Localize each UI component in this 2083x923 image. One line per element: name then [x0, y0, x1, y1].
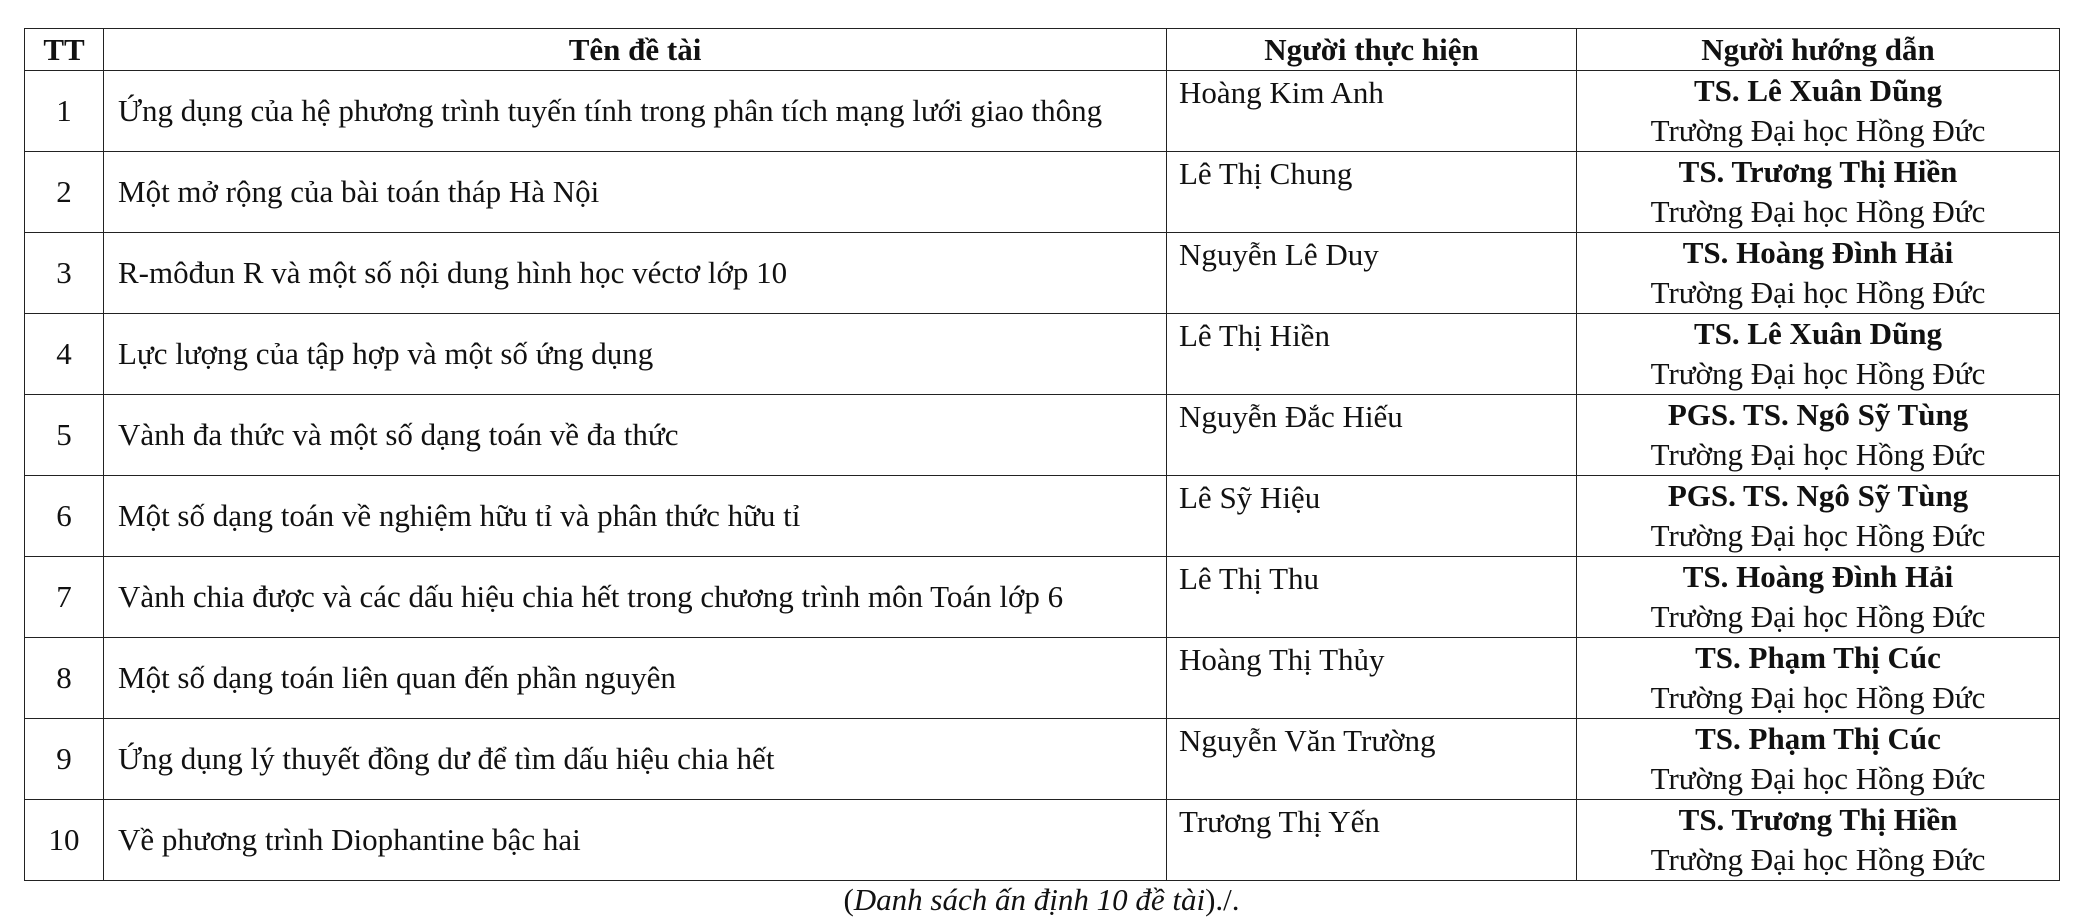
row-number: 9 — [25, 719, 104, 800]
topic-advisor — [1577, 314, 2060, 395]
table-row — [25, 638, 2060, 719]
row-number: 2 — [25, 152, 104, 233]
footnote-close: )./. — [1205, 882, 1240, 917]
row-number: 5 — [25, 395, 104, 476]
topic-advisor — [1577, 719, 2060, 800]
row-number: 7 — [25, 557, 104, 638]
advisor-organization: Trường Đại học Hồng Đức — [1650, 275, 1986, 310]
topic-advisor — [1577, 476, 2060, 557]
topic-advisor — [1577, 71, 2060, 152]
footnote-open: ( — [843, 882, 854, 917]
topic-advisor — [1577, 233, 2060, 314]
advisor-name: TS. Hoàng Đình Hải — [1682, 235, 1954, 270]
topic-title: Một số dạng toán về nghiệm hữu tỉ và phân thức hữu tỉ — [104, 476, 1167, 557]
topic-advisor — [1577, 395, 2060, 476]
advisor-name: TS. Hoàng Đình Hải — [1682, 559, 1954, 594]
topic-advisor — [1577, 557, 2060, 638]
topic-advisor — [1577, 800, 2060, 881]
table-row — [25, 314, 2060, 395]
topic-author: Lê Sỹ Hiệu — [1167, 476, 1577, 557]
table-row — [25, 557, 2060, 638]
advisor-name: TS. Lê Xuân Dũng — [1693, 316, 1943, 351]
topic-author: Lê Thị Thu — [1167, 557, 1577, 638]
topic-title: R-môđun R và một số nội dung hình học véctơ lớp 10 — [104, 233, 1167, 314]
advisor-organization: Trường Đại học Hồng Đức — [1650, 680, 1986, 715]
topic-advisor — [1577, 638, 2060, 719]
header-author: Người thực hiện — [1167, 29, 1577, 71]
advisor-organization: Trường Đại học Hồng Đức — [1650, 842, 1986, 877]
topic-title: Một mở rộng của bài toán tháp Hà Nội — [104, 152, 1167, 233]
table-header — [25, 29, 2060, 71]
advisor-organization: Trường Đại học Hồng Đức — [1650, 761, 1986, 796]
row-number: 1 — [25, 71, 104, 152]
header-advisor: Người hướng dẫn — [1577, 29, 2060, 71]
row-number: 6 — [25, 476, 104, 557]
advisor-organization: Trường Đại học Hồng Đức — [1650, 194, 1986, 229]
topic-title: Một số dạng toán liên quan đến phần nguyên — [104, 638, 1167, 719]
advisor-name: TS. Lê Xuân Dũng — [1693, 73, 1943, 108]
row-number: 4 — [25, 314, 104, 395]
table-row — [25, 152, 2060, 233]
table-row — [25, 800, 2060, 881]
topic-title: Vành đa thức và một số dạng toán về đa thức — [104, 395, 1167, 476]
topic-author: Nguyễn Đắc Hiếu — [1167, 395, 1577, 476]
topic-title: Ứng dụng của hệ phương trình tuyến tính trong phân tích mạng lưới giao thông — [104, 71, 1167, 152]
advisor-name: PGS. TS. Ngô Sỹ Tùng — [1667, 397, 1969, 432]
table-row — [25, 233, 2060, 314]
advisor-name: PGS. TS. Ngô Sỹ Tùng — [1667, 478, 1969, 513]
table-row — [25, 71, 2060, 152]
advisor-name: TS. Trương Thị Hiền — [1678, 802, 1958, 837]
advisor-name: TS. Phạm Thị Cúc — [1695, 640, 1941, 675]
advisor-name: TS. Trương Thị Hiền — [1678, 154, 1958, 189]
footnote — [0, 880, 2083, 920]
advisor-organization: Trường Đại học Hồng Đức — [1650, 437, 1986, 472]
row-number: 10 — [25, 800, 104, 881]
topic-author: Lê Thị Hiền — [1167, 314, 1577, 395]
header-row — [25, 29, 2060, 71]
topic-author: Nguyễn Lê Duy — [1167, 233, 1577, 314]
advisor-name: TS. Phạm Thị Cúc — [1695, 721, 1941, 756]
topic-title: Lực lượng của tập hợp và một số ứng dụng — [104, 314, 1167, 395]
topic-title: Về phương trình Diophantine bậc hai — [104, 800, 1167, 881]
advisor-organization: Trường Đại học Hồng Đức — [1650, 599, 1986, 634]
table-row — [25, 476, 2060, 557]
advisor-organization: Trường Đại học Hồng Đức — [1650, 356, 1986, 391]
topic-title: Ứng dụng lý thuyết đồng dư để tìm dấu hiệu chia hết — [104, 719, 1167, 800]
header-title: Tên đề tài — [104, 29, 1167, 71]
topic-author: Trương Thị Yến — [1167, 800, 1577, 881]
topic-author: Hoàng Thị Thủy — [1167, 638, 1577, 719]
advisor-organization: Trường Đại học Hồng Đức — [1650, 113, 1986, 148]
table-row — [25, 719, 2060, 800]
table-body — [25, 71, 2060, 881]
topics-table — [24, 28, 2060, 881]
row-number: 8 — [25, 638, 104, 719]
topic-advisor — [1577, 152, 2060, 233]
topic-title: Vành chia được và các dấu hiệu chia hết trong chương trình môn Toán lớp 6 — [104, 557, 1167, 638]
table-row — [25, 395, 2060, 476]
header-number: TT — [25, 29, 104, 71]
advisor-organization: Trường Đại học Hồng Đức — [1650, 518, 1986, 553]
footnote-text: Danh sách ấn định 10 đề tài — [853, 882, 1206, 917]
row-number: 3 — [25, 233, 104, 314]
topic-author: Hoàng Kim Anh — [1167, 71, 1577, 152]
topic-author: Lê Thị Chung — [1167, 152, 1577, 233]
topic-author: Nguyễn Văn Trường — [1167, 719, 1577, 800]
